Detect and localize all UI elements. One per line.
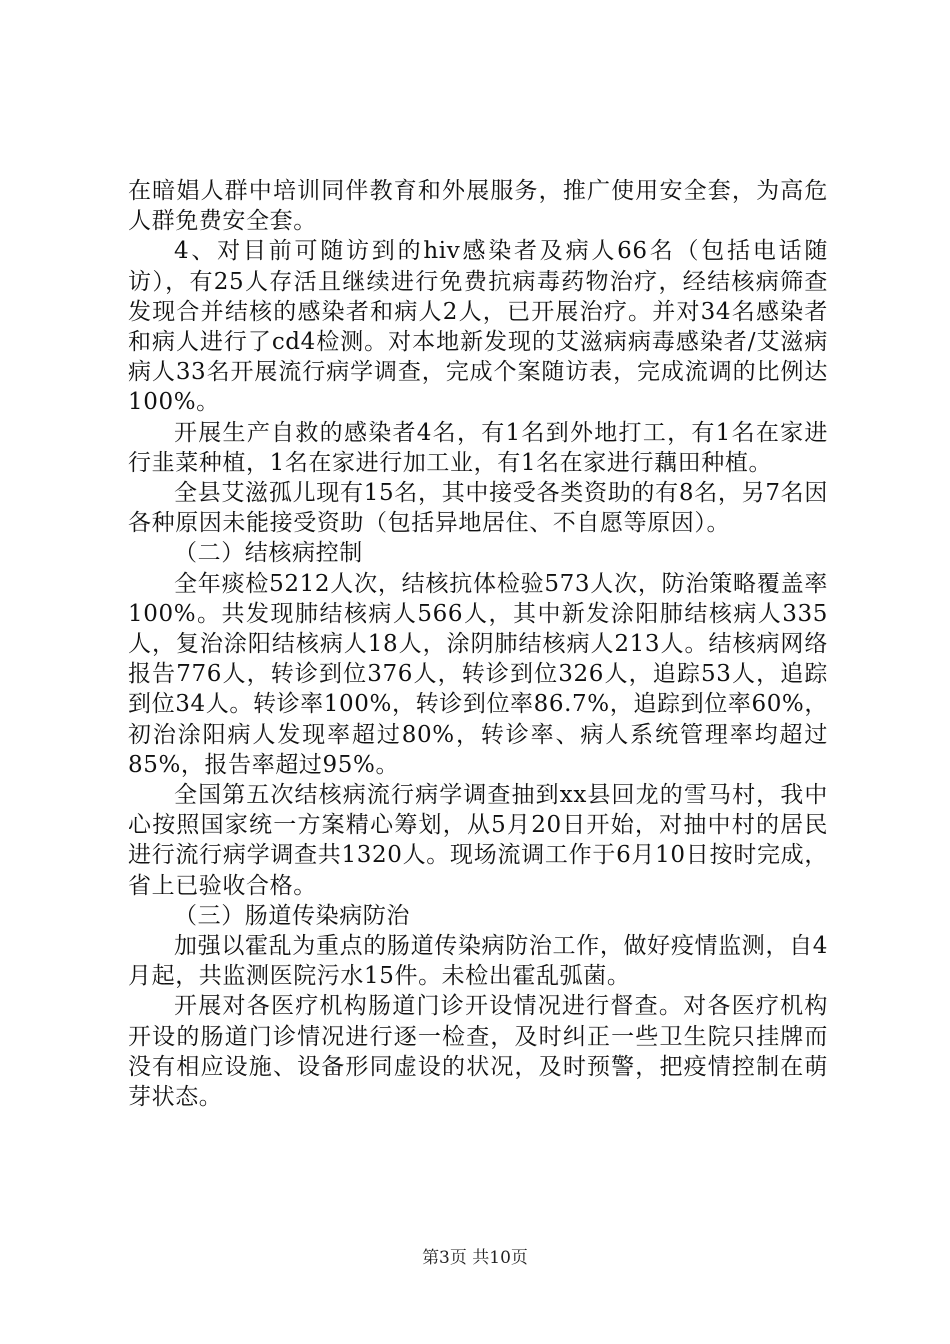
paragraph-self-help-production: 开展生产自救的感染者4名，有1名到外地打工，有1名在家进行韭菜种植，1名在家进行加工业，有1名在家进行藕田种植。 — [128, 419, 828, 476]
paragraph-cholera-monitoring: 加强以霍乱为重点的肠道传染病防治工作，做好疫情监测，自4月起，共监测医院污水15件。未检出霍乱弧菌。 — [128, 933, 828, 990]
paragraph-outreach-condoms: 在暗娼人群中培训同伴教育和外展服务，推广使用安全套，为高危人群免费安全套。 — [128, 178, 828, 235]
section-heading-intestinal-diseases: （三）肠道传染病防治 — [174, 902, 410, 929]
page-number-footer: 第3页 共10页 — [422, 1248, 528, 1268]
document-body — [128, 176, 828, 1112]
paragraph-tb-statistics: 全年痰检5212人次，结核抗体检验573人次，防治策略覆盖率100%。共发现肺结核病人566人，其中新发涂阳肺结核病人335人，复治涂阳结核病人18人，涂阴肺结核病人213人。结核病网络报告776人，转诊到位376人，转诊到位326人，追踪53人，追踪到位34人。转诊率100%，转诊到位率86.7%，追踪到位率60%，初治涂阳病人发现率超过80%，转诊率、病人系统管理率均超过85%，报告率超过95%。 — [128, 570, 828, 778]
paragraph-tb-survey: 全国第五次结核病流行病学调查抽到xx县回龙的雪马村，我中心按照国家统一方案精心筹划，从5月20日开始，对抽中村的居民进行流行病学调查共1320人。现场流调工作于6月10日按时完成，省上已验收合格。 — [128, 782, 828, 899]
paragraph-aids-orphans: 全县艾滋孤儿现有15名，其中接受各类资助的有8名，另7名因各种原因未能接受资助（包括异地居住、不自愿等原因）。 — [128, 480, 828, 537]
section-heading-tuberculosis: （二）结核病控制 — [174, 540, 363, 567]
paragraph-hiv-followup: 4、对目前可随访到的hiv感染者及病人66名（包括电话随访），有25人存活且继续进行免费抗病毒药物治疗，经结核病筛查发现合并结核的感染者和病人2人，已开展治疗。并对34名感染者和病人进行了cd4检测。对本地新发现的艾滋病病毒感染者/艾滋病病人33名开展流行病学调查，完成个案随访表，完成流调的比例达100%。 — [128, 238, 828, 416]
paragraph-clinic-inspection: 开展对各医疗机构肠道门诊开设情况进行督查。对各医疗机构开设的肠道门诊情况进行逐一检查，及时纠正一些卫生院只挂牌而没有相应设施、设备形同虚设的状况，及时预警，把疫情控制在萌芽状态。 — [128, 993, 828, 1111]
